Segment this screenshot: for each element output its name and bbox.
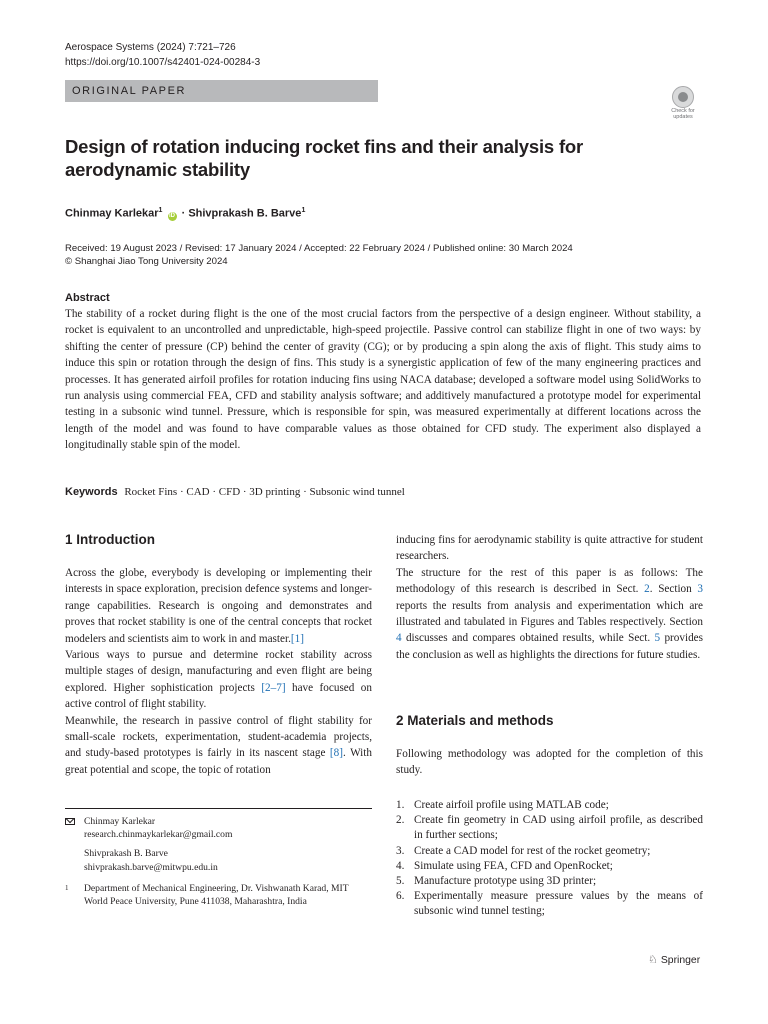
journal-citation: Aerospace Systems (2024) 7:721–726 [65, 42, 236, 53]
section-link[interactable]: 2 [644, 583, 650, 596]
paragraph: Meanwhile, the research in passive control of flight stability for small-scale rockets, experimentation, student-academia projects, and study-based prototypes is fairly in its nascent stage [8]. With great potential and scope, the topic of rotation [65, 714, 372, 776]
citation-link[interactable]: [2–7] [261, 681, 286, 694]
citation-link[interactable]: [8] [329, 747, 343, 760]
paper-title: Design of rotation inducing rocket fins and their analysis for aerodynamic stability [65, 136, 584, 180]
list-item: 5. Manufacture prototype using 3D printer; [396, 875, 597, 888]
springer-horse-icon: ♘ [648, 954, 658, 966]
keywords-label: Keywords [65, 486, 118, 498]
doi-link[interactable]: https://doi.org/10.1007/s42401-024-00284-3 [65, 57, 261, 68]
list-item: 2. Create fin geometry in CAD using airfoil profile, as described in further sections; [396, 814, 703, 842]
affiliation-marker: 1 [301, 207, 306, 214]
footnote-divider [65, 808, 372, 809]
methods-intro: Following methodology was adopted for the completion of this study. [396, 748, 703, 777]
author-list [65, 203, 305, 222]
contact-email[interactable]: shivprakash.barve@mitwpu.edu.in [84, 861, 218, 873]
section-heading-methods: 2 Materials and methods [396, 713, 554, 728]
author-name[interactable]: Chinmay Karlekar [65, 207, 159, 220]
corresponding-author [65, 815, 372, 841]
list-item: 6. Experimentally measure pressure values by the means of subsonic wind tunnel testing; [396, 890, 703, 918]
check-updates-icon [672, 86, 694, 108]
author-separator: · [181, 207, 186, 220]
paragraph: Various ways to pursue and determine rocket stability across multiple stages of design, manufacturing and even flight are being explored. Higher sophistication projects [2–7] have focused on active control of flight stability. [65, 649, 372, 711]
envelope-icon [65, 818, 75, 825]
section-link[interactable]: 3 [697, 583, 703, 596]
section-link[interactable]: 4 [396, 632, 402, 645]
keywords-text: Rocket Fins · CAD · CFD · 3D printing · Subsonic wind tunnel [124, 486, 405, 498]
paragraph: inducing fins for aerodynamic stability is quite attractive for student researchers. [396, 534, 703, 563]
list-item: 1. Create airfoil profile using MATLAB code; [396, 799, 609, 811]
article-type-banner: ORIGINAL PAPER [65, 80, 378, 102]
affiliation-number: 1 [65, 883, 69, 892]
publisher-name: Springer [660, 955, 701, 966]
keywords [65, 484, 405, 500]
footnotes [65, 815, 372, 908]
list-item: 4. Simulate using FEA, CFD and OpenRocket; [396, 859, 613, 872]
list-item: 3. Create a CAD model for rest of the rocket geometry; [396, 844, 651, 857]
section-link[interactable]: 5 [654, 632, 661, 645]
contact-name: Chinmay Karlekar [84, 816, 156, 827]
affiliation-text: Department of Mechanical Engineering, Dr. Vishwanath Karad, MIT World Peace University, Pune 411038, Maharashtra, India [84, 882, 349, 908]
author-contact [65, 847, 372, 873]
paragraph: The structure for the rest of this paper is as follows: The methodology of this research is described in Sect. 2. Section 3 reports the results from analysis and experimentation which are illustrated and tabulated in Figures and Tables respectively. Section 4 discusses and compares obtained results, while Sect. 5 provides the conclusion as well as highlights the directions for future studies. [396, 566, 703, 661]
affiliation [65, 882, 372, 908]
check-updates-label: Check for updates [671, 108, 695, 120]
introduction-body [65, 565, 372, 778]
publisher-logo [648, 952, 700, 969]
citation-link[interactable]: [1] [290, 632, 304, 645]
check-for-updates-badge[interactable] [664, 84, 702, 124]
abstract-heading: Abstract [65, 292, 110, 304]
section-heading-introduction: 1 Introduction [65, 532, 155, 547]
methodology-list [396, 798, 703, 920]
abstract-text: The stability of a rocket during flight is the one of the most crucial factors from the perspective of a design engineer. Without stability, a rocket is equivalent to an uncontrolled and unpredictable, high-speed projectile. Passive control can stabilize flight in one of two ways: by shifting the center of pressure (CP) behind the center of gravity (CG); or by producing a spin along the axis of flight. This study aims to induce this spin or rotation through the design of fins. This study is a synergistic application of few of the many engineering practices and processes. It has generated airfoil profiles for rotation inducing fins using NACA database; developed a software model using SolidWorks to run analysis using commercial FEA, CFD and stability analysis software; and additively manufactured a prototype model for experimental testing in a subsonic wind tunnel. Pressure, which is responsible for spin, was measured experimentally at different locations across the length of the model and was found to have comparable values as those obtained for CFD study. The experiment also displayed a longitudinally stable spin of the model. [65, 308, 701, 452]
orcid-icon[interactable]: iD [169, 212, 176, 219]
author-name[interactable]: Shivprakash B. Barve [188, 207, 302, 220]
contact-email[interactable]: research.chinmaykarlekar@gmail.com [84, 829, 233, 841]
paragraph: Across the globe, everybody is developing or implementing their interests in space exploration, precision defence systems and longer-range capabilities. Research is ongoing and demonstrates and proves that rocket stability is one of the central concepts that rocket modelers and scientists aim to work in and master.[1] [65, 567, 372, 645]
publication-dates: Received: 19 August 2023 / Revised: 17 January 2024 / Accepted: 22 February 2024 / Published online: 30 March 2024 [65, 243, 573, 254]
copyright-notice: © Shanghai Jiao Tong University 2024 [65, 256, 228, 267]
affiliation-marker: 1 [158, 207, 163, 214]
introduction-continued [396, 532, 703, 663]
contact-name: Shivprakash B. Barve [84, 848, 168, 860]
